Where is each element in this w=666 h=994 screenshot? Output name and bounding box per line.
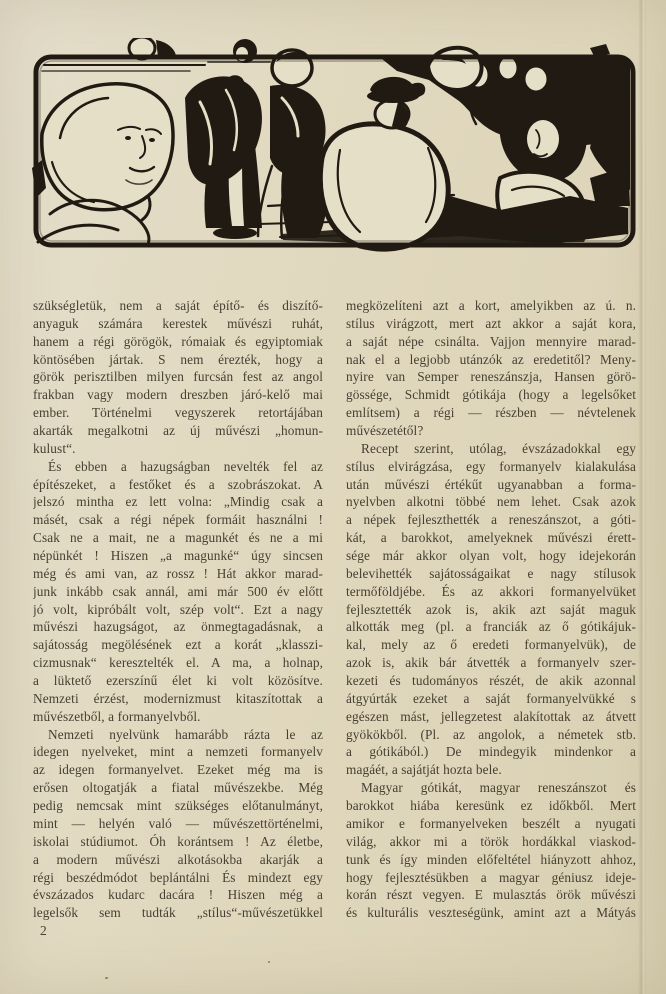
text-line: köntösében jártak. S nem érezték, hogy a bbox=[33, 351, 323, 367]
text-line: kezeti és tudományos részét, de akik azonnal bbox=[346, 673, 636, 689]
text-line: frakban vagy modern dreszben járó-kelő mai bbox=[33, 387, 323, 403]
text-line: sége már akkor olyan volt, hogy idejekorán bbox=[346, 548, 636, 564]
text-line: a népek fejleszthették a reneszánszot, a góti- bbox=[346, 512, 636, 528]
text-line: nyelvben alkotni többé nem lehet. Csak azok bbox=[346, 494, 636, 510]
text-line: pedig nemcsak mint szükséges előtanulmányt, bbox=[33, 798, 323, 814]
text-line: Csak ne a mait, ne a magunkét és ne a mi bbox=[33, 530, 323, 546]
text-line: a modern művészi alkotásokba akarják a bbox=[33, 851, 323, 867]
text-line: junk inkább csak annál, ami már 500 év előtt bbox=[33, 583, 323, 599]
text-line: hogy fejlesztésükben a magyar géniusz ideje- bbox=[346, 869, 636, 885]
text-line: iskolai stúdiumot. Óh korántsem ! Az életbe, bbox=[33, 833, 323, 849]
text-line: a saját népe csinálta. Vajjon mennyire marad- bbox=[346, 333, 636, 349]
text-line: egészen mást, jellegzetest alakítottak az átvett bbox=[346, 708, 636, 724]
text-line: évszázados kudarc dacára ! Hiszen még a bbox=[33, 887, 323, 903]
text-line: legelsők sem tudták „stílus“-művészetükkel bbox=[33, 905, 323, 921]
text-column-right bbox=[346, 297, 636, 922]
woodcut-illustration-svg bbox=[30, 38, 638, 254]
text-line: cizmusnak“ keresztelték el. A ma, a holnap, bbox=[33, 655, 323, 671]
text-line: görök perisztilben milyen furcsán fest az angol bbox=[33, 369, 323, 385]
text-line: ember. Történelmi vegyszerek retortájában bbox=[33, 405, 323, 421]
text-line: erősen oltogatják a fiatal művészekbe. Még bbox=[33, 780, 323, 796]
text-line: sajátosság megölésének ezt a korát „klasszi- bbox=[33, 637, 323, 653]
text-line: Nemzeti nyelvünk hamarább rázta le az bbox=[48, 726, 323, 742]
text-line: És ebben a hazugságban nevelték fel az bbox=[48, 458, 323, 474]
text-line: amikor e formanyelveken beszélt a nyugati bbox=[346, 815, 636, 831]
text-line: átgyúrták ezeket a saját formanyelvükké s bbox=[346, 690, 636, 706]
text-line: szükségletük, nem a saját építő- és diszítő- bbox=[33, 298, 323, 313]
page-number: 2 bbox=[40, 923, 47, 938]
text-line: építészeket, a festőket és a szobrászokat. A bbox=[33, 476, 323, 492]
text-line: gössége, Schmidt gótikája (hogy a legelsőket bbox=[346, 387, 636, 403]
text-line: Recept szerint, utólag, évszázadokkal egy bbox=[361, 440, 636, 456]
text-line: anyaguk számára kerestek művészi ruhát, bbox=[33, 315, 323, 331]
text-line: említsem) a régi — részben — névtelenek bbox=[346, 405, 636, 421]
text-line: Nemzeti érzést, modernizmust kitaszítottak a bbox=[33, 690, 323, 706]
text-line: művészi hazugságot, az önmegtagadásnak, a bbox=[33, 619, 323, 635]
text-line: akarták megalkotni az új művészi „homun- bbox=[33, 423, 323, 439]
text-line: a lüktető ezerszínű élet ki volt közösítve. bbox=[33, 673, 323, 689]
woodcut-illustration bbox=[30, 38, 638, 254]
text-line: mint — helyén való — művészettörténelmi, bbox=[33, 815, 323, 831]
text-line: a gótikából.) De mindegyik mindenkor a bbox=[346, 744, 636, 760]
text-columns bbox=[33, 297, 636, 922]
text-line: kát, a barokkot, amelyeknek művészi érett- bbox=[346, 530, 636, 546]
text-line: és kulturális veszteségünk, amint azt a Mátyás bbox=[346, 905, 636, 921]
text-line: az idegen formanyelvet. Ezeket még ma is bbox=[33, 762, 323, 778]
text-line: jó volt, kipróbált volt, szép volt“. Ezt a nagy bbox=[33, 601, 323, 617]
text-line: régi beszédmódot beplántálni És mindezt egy bbox=[33, 869, 323, 885]
text-line: stílus elvirágzása, egy formanyelv kialakulása bbox=[346, 458, 636, 474]
paper-crease bbox=[638, 0, 646, 994]
text-line: művészetből, a formanyelvből. bbox=[33, 708, 201, 724]
text-line: stílus virágzott, mert azt akkor a saját kora, bbox=[346, 315, 636, 331]
text-line: fejlesztették azok is, akik azt saját maguk bbox=[346, 601, 636, 617]
text-line: azok is, akik bár átvették a formanyelv szer- bbox=[346, 655, 636, 671]
text-line: népünkét ! Hiszen „a magunké“ úgy sincsen bbox=[33, 548, 323, 564]
paper-speck bbox=[105, 977, 108, 979]
text-line: nyire van Semper reneszánszja, Hansen görö- bbox=[346, 369, 636, 385]
text-line: korán részt vegyen. E mulasztás örök művészi bbox=[346, 887, 636, 903]
text-line: még és ami van, az rossz ! Hát akkor marad- bbox=[33, 565, 323, 581]
text-line: termőföldjébe. És az akkori formanyelvüket bbox=[346, 583, 636, 599]
text-line: alkották meg (pl. a franciák az ő gótikájuk- bbox=[346, 619, 636, 635]
text-line: másét, csak a régi népek formáit használni ! bbox=[33, 512, 323, 528]
text-line: kulust“. bbox=[33, 440, 76, 456]
text-line: jelszó mintha ez lett volna: „Mindig csak a bbox=[33, 494, 323, 510]
text-column-left bbox=[33, 297, 323, 922]
text-line: gyökökből. (Pl. az angolok, a németek stb. bbox=[346, 726, 636, 742]
text-line: idegen nyelveket, mint a nemzeti formanyelv bbox=[33, 744, 323, 760]
text-line: magáét, a sajátját hozta bele. bbox=[346, 762, 502, 778]
text-line: barokkot hiába keresünk ez időkből. Mert bbox=[346, 798, 636, 814]
paper-speck bbox=[268, 961, 270, 963]
text-line: világ, akkor mi a török hordákkal viaskod- bbox=[346, 833, 636, 849]
text-line: tunk és így minden előfeltétel hiányzott ahhoz, bbox=[346, 851, 636, 867]
text-line: hanem a régi görögök, rómaiak és egyiptomiak bbox=[33, 333, 323, 349]
text-line: kal, mely az ő eredeti formanyelvük), de bbox=[346, 637, 636, 653]
text-line: művészetétől? bbox=[346, 423, 424, 439]
text-line: megközelíteni azt a kort, amelyikben az ú. n. bbox=[346, 298, 636, 313]
text-line: belevihették sajátosságaikat e nagy stílusok bbox=[346, 565, 636, 581]
text-line: Magyar gótikát, magyar reneszánszot és bbox=[361, 780, 636, 796]
text-line: nak el a legjobb utánzók az eredetitől? Meny- bbox=[346, 351, 636, 367]
text-line: után művészi értékűt ugyanabban a forma- bbox=[346, 476, 636, 492]
